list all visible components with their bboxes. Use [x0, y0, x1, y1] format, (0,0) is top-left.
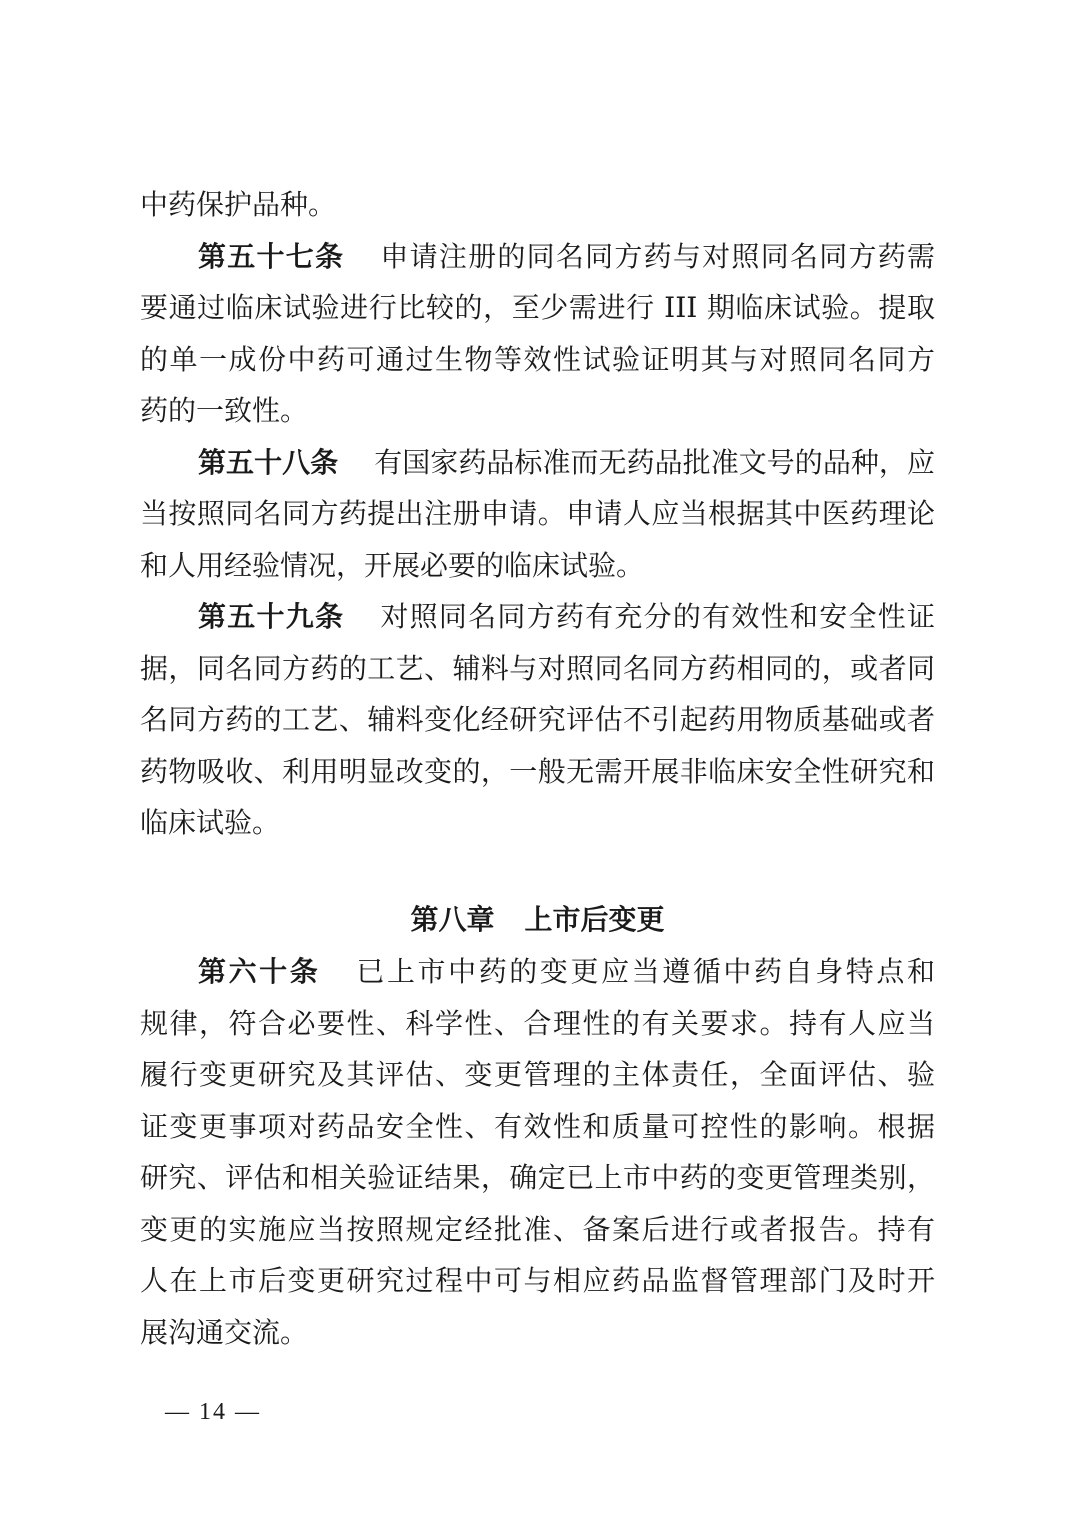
text-line: 名同方药的工艺、辅料变化经研究评估不引起药用物质基础或者: [140, 703, 935, 736]
text-line: 对照同名同方药有充分的有效性和安全性证: [380, 600, 935, 633]
text-line: 药物吸收、利用明显改变的，一般无需开展非临床安全性研究和: [140, 755, 935, 788]
text-line: 据，同名同方药的工艺、辅料与对照同名同方药相同的，或者同: [140, 652, 935, 685]
page-number: — 14 —: [165, 1399, 261, 1425]
text-line: 药的一致性。: [140, 394, 309, 427]
article-58-first-line: [140, 443, 935, 483]
article-60-first-line: [140, 952, 935, 992]
text-line: 有国家药品标准而无药品批准文号的品种，应: [374, 446, 935, 479]
text-line: 规律，符合必要性、科学性、合理性的有关要求。持有人应当: [140, 1007, 935, 1040]
text-line: 的单一成份中药可通过生物等效性试验证明其与对照同名同方: [140, 343, 935, 376]
article-57-first-line: [140, 237, 935, 277]
text-line: 已上市中药的变更应当遵循中药自身特点和: [356, 955, 935, 988]
text-line: 申请注册的同名同方药与对照同名同方药需: [380, 240, 935, 273]
article-60-title: 第六十条: [198, 955, 321, 988]
text-line: 临床试验。: [140, 806, 281, 839]
text-line: 变更的实施应当按照规定经批准、备案后进行或者报告。持有: [140, 1213, 935, 1246]
text-line: 和人用经验情况，开展必要的临床试验。: [140, 549, 645, 582]
article-57-title: 第五十七条: [198, 240, 345, 273]
article-59-title: 第五十九条: [198, 600, 345, 633]
text-line: 人在上市后变更研究过程中可与相应药品监督管理部门及时开: [140, 1264, 935, 1297]
text-line: 展沟通交流。: [140, 1316, 309, 1349]
text-line: 研究、评估和相关验证结果，确定已上市中药的变更管理类别，: [140, 1161, 935, 1194]
chapter-heading: [140, 900, 935, 940]
text-line: 履行变更研究及其评估、变更管理的主体责任，全面评估、验: [140, 1058, 935, 1091]
text-line: 当按照同名同方药提出注册申请。申请人应当根据其中医药理论: [140, 497, 935, 530]
text-line: 证变更事项对药品安全性、有效性和质量可控性的影响。根据: [140, 1110, 935, 1143]
chapter-number: 第八章: [410, 903, 495, 936]
text-line: 要通过临床试验进行比较的，至少需进行 III 期临床试验。提取: [140, 291, 935, 324]
article-59-first-line: [140, 597, 935, 637]
article-58-title: 第五十八条: [198, 446, 339, 479]
text-line: 中药保护品种。: [140, 188, 337, 221]
chapter-name: 上市后变更: [524, 903, 665, 936]
